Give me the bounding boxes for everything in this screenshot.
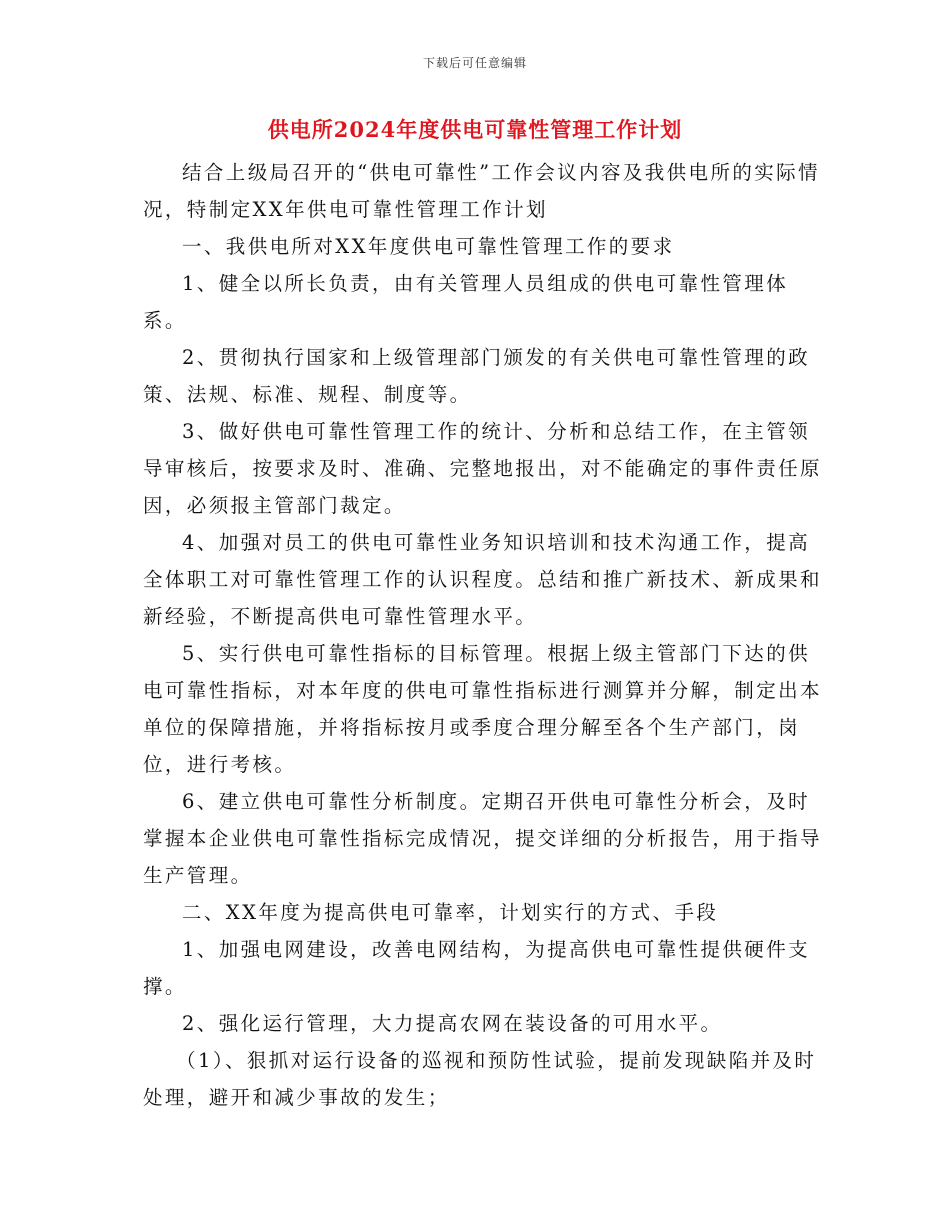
paragraph-item: 1、加强电网建设，改善电网结构，为提高供电可靠性提供硬件支撑。 xyxy=(143,938,811,998)
document-body xyxy=(143,154,823,1116)
section-heading-1: 一、我供电所对XX年度供电可靠性管理工作的要求 xyxy=(182,235,675,258)
paragraph-item: 1、健全以所长负责，由有关管理人员组成的供电可靠性管理体系。 xyxy=(143,272,789,332)
page-header: 下载后可任意编辑 xyxy=(422,56,527,70)
section-heading-2: 二、XX年度为提高供电可靠率，计划实行的方式、手段 xyxy=(182,901,719,924)
paragraph-intro: 结合上级局召开的“供电可靠性”工作会议内容及我供电所的实际情况，特制定XX年供电可靠性管理工作计划 xyxy=(143,161,820,221)
paragraph-item: 2、贯彻执行国家和上级管理部门颁发的有关供电可靠性管理的政策、法规、标准、规程、制度等。 xyxy=(143,346,811,406)
paragraph-item: 3、做好供电可靠性管理工作的统计、分析和总结工作，在主管领导审核后，按要求及时、准确、完整地报出，对不能确定的事件责任原因，必须报主管部门裁定。 xyxy=(143,420,822,517)
paragraph-item: 4、加强对员工的供电可靠性业务知识培训和技术沟通工作，提高全体职工对可靠性管理工作的认识程度。总结和推广新技术、新成果和新经验，不断提高供电可靠性管理水平。 xyxy=(143,531,822,628)
paragraph-item: 2、强化运行管理，大力提高农网在装设备的可用水平。 xyxy=(182,1012,723,1035)
paragraph-item: 6、建立供电可靠性分析制度。定期召开供电可靠性分析会，及时掌握本企业供电可靠性指标完成情况，提交详细的分析报告，用于指导生产管理。 xyxy=(143,790,822,887)
paragraph-subitem: （1）、狠抓对运行设备的巡视和预防性试验，提前发现缺陷并及时处理，避开和减少事故的发生； xyxy=(143,1049,817,1109)
paragraph-item: 5、实行供电可靠性指标的目标管理。根据上级主管部门下达的供电可靠性指标，对本年度的供电可靠性指标进行测算并分解，制定出本单位的保障措施，并将指标按月或季度合理分解至各个生产部门，岗位，进行考核。 xyxy=(143,642,822,776)
document-title: 供电所2024年度供电可靠性管理工作计划 xyxy=(267,117,683,142)
